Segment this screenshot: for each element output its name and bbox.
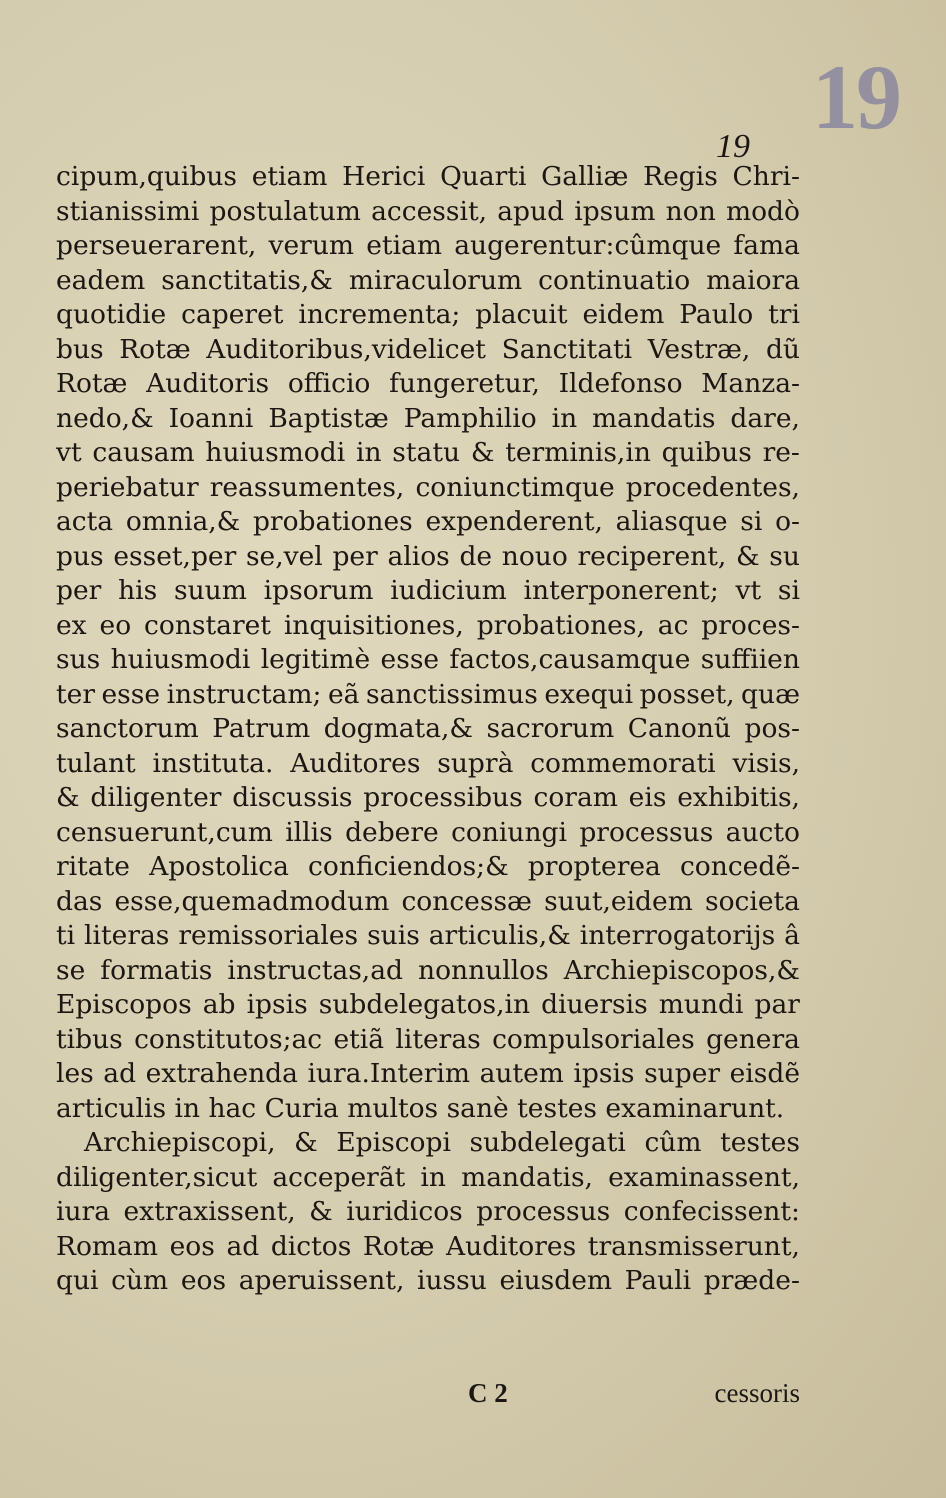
text-line: se formatis instructas,ad nonnullos Archiepiscopos,& xyxy=(56,954,800,986)
text-line: ter esse instructam; eã sanctissimus exequi posset, quæ xyxy=(56,678,800,710)
text-line: Episcopos ab ipsis subdelegatos,in diuersis mundi par xyxy=(56,989,800,1020)
text-line: bus Rotæ Auditoribus,videlicet Sanctitati Vestræ, dũ xyxy=(56,333,800,365)
text-line: sus huiusmodi legitimè esse factos,causamque suffiien xyxy=(56,644,800,675)
page-stamp: 19 xyxy=(812,46,900,148)
text-line: tibus constitutos;ac etiã literas compulsoriales genera xyxy=(56,1023,800,1055)
page-footer xyxy=(56,1378,800,1414)
text-line: eadem sanctitatis,& miraculorum continuatio maiora xyxy=(56,264,800,296)
text-line: pus esset,per se,vel per alios de nouo reciperent, & su xyxy=(56,540,800,572)
catchword: cessoris xyxy=(714,1378,800,1408)
text-line: censuerunt,cum illis debere coniungi processus aucto xyxy=(56,816,800,848)
text-line: periebatur reassumentes, coniunctimque procedentes, xyxy=(56,471,800,503)
text-line: qui cùm eos aperuissent, iussu eiusdem Pauli præde- xyxy=(56,1265,800,1296)
text-line: tulant instituta. Auditores suprà commemorati visis, xyxy=(56,747,800,779)
text-line: cipum,quibus etiam Herici Quarti Galliæ Regis Chri- xyxy=(56,161,800,192)
text-line: acta omnia,& probationes expenderent, aliasque si o- xyxy=(56,506,800,537)
text-line: quotidie caperet incrementa; placuit eidem Paulo tri xyxy=(56,299,800,330)
text-line: ex eo constaret inquisitiones, probationes, ac proces- xyxy=(56,609,800,641)
signature-mark: C 2 xyxy=(468,1378,508,1408)
body-text xyxy=(56,160,800,1299)
text-line: nedo,& Ioanni Baptistæ Pamphilio in mandatis dare, xyxy=(56,402,800,434)
text-line: ti literas remissoriales suis articulis,& interrogatorijs â xyxy=(56,920,800,951)
text-line: Romam eos ad dictos Rotæ Auditores transmisserunt, xyxy=(56,1230,800,1262)
text-line: ritate Apostolica conficiendos;& propterea concedẽ- xyxy=(56,851,800,882)
page-number: 19 xyxy=(716,128,750,165)
text-line: per his suum ipsorum iudicium interponerent; vt si xyxy=(56,575,800,606)
text-line: vt causam huiusmodi in statu & terminis,in quibus re- xyxy=(56,437,800,468)
text-line: Rotæ Auditoris officio fungeretur, Ildefonso Manza- xyxy=(56,368,800,399)
text-line: iura extraxissent, & iuridicos processus confecissent: xyxy=(56,1196,800,1227)
text-line: stianissimi postulatum accessit, apud ipsum non modò xyxy=(56,195,800,227)
text-line: Archiepiscopi, & Episcopi subdelegati cûm testes xyxy=(84,1127,800,1158)
text-line: les ad extrahenda iura.Interim autem ipsis super eisdẽ xyxy=(56,1058,800,1089)
text-line: sanctorum Patrum dogmata,& sacrorum Canonũ pos- xyxy=(56,713,800,744)
text-line: & diligenter discussis processibus coram eis exhibitis, xyxy=(56,782,800,813)
text-line: diligenter,sicut acceperãt in mandatis, examinassent, xyxy=(56,1161,800,1193)
text-line: perseuerarent, verum etiam augerentur:cûmque fama xyxy=(56,230,800,261)
text-line: das esse,quemadmodum concessæ suut,eidem societa xyxy=(56,885,800,917)
text-line: articulis in hac Curia multos sanè testes examinarunt. xyxy=(56,1092,785,1124)
